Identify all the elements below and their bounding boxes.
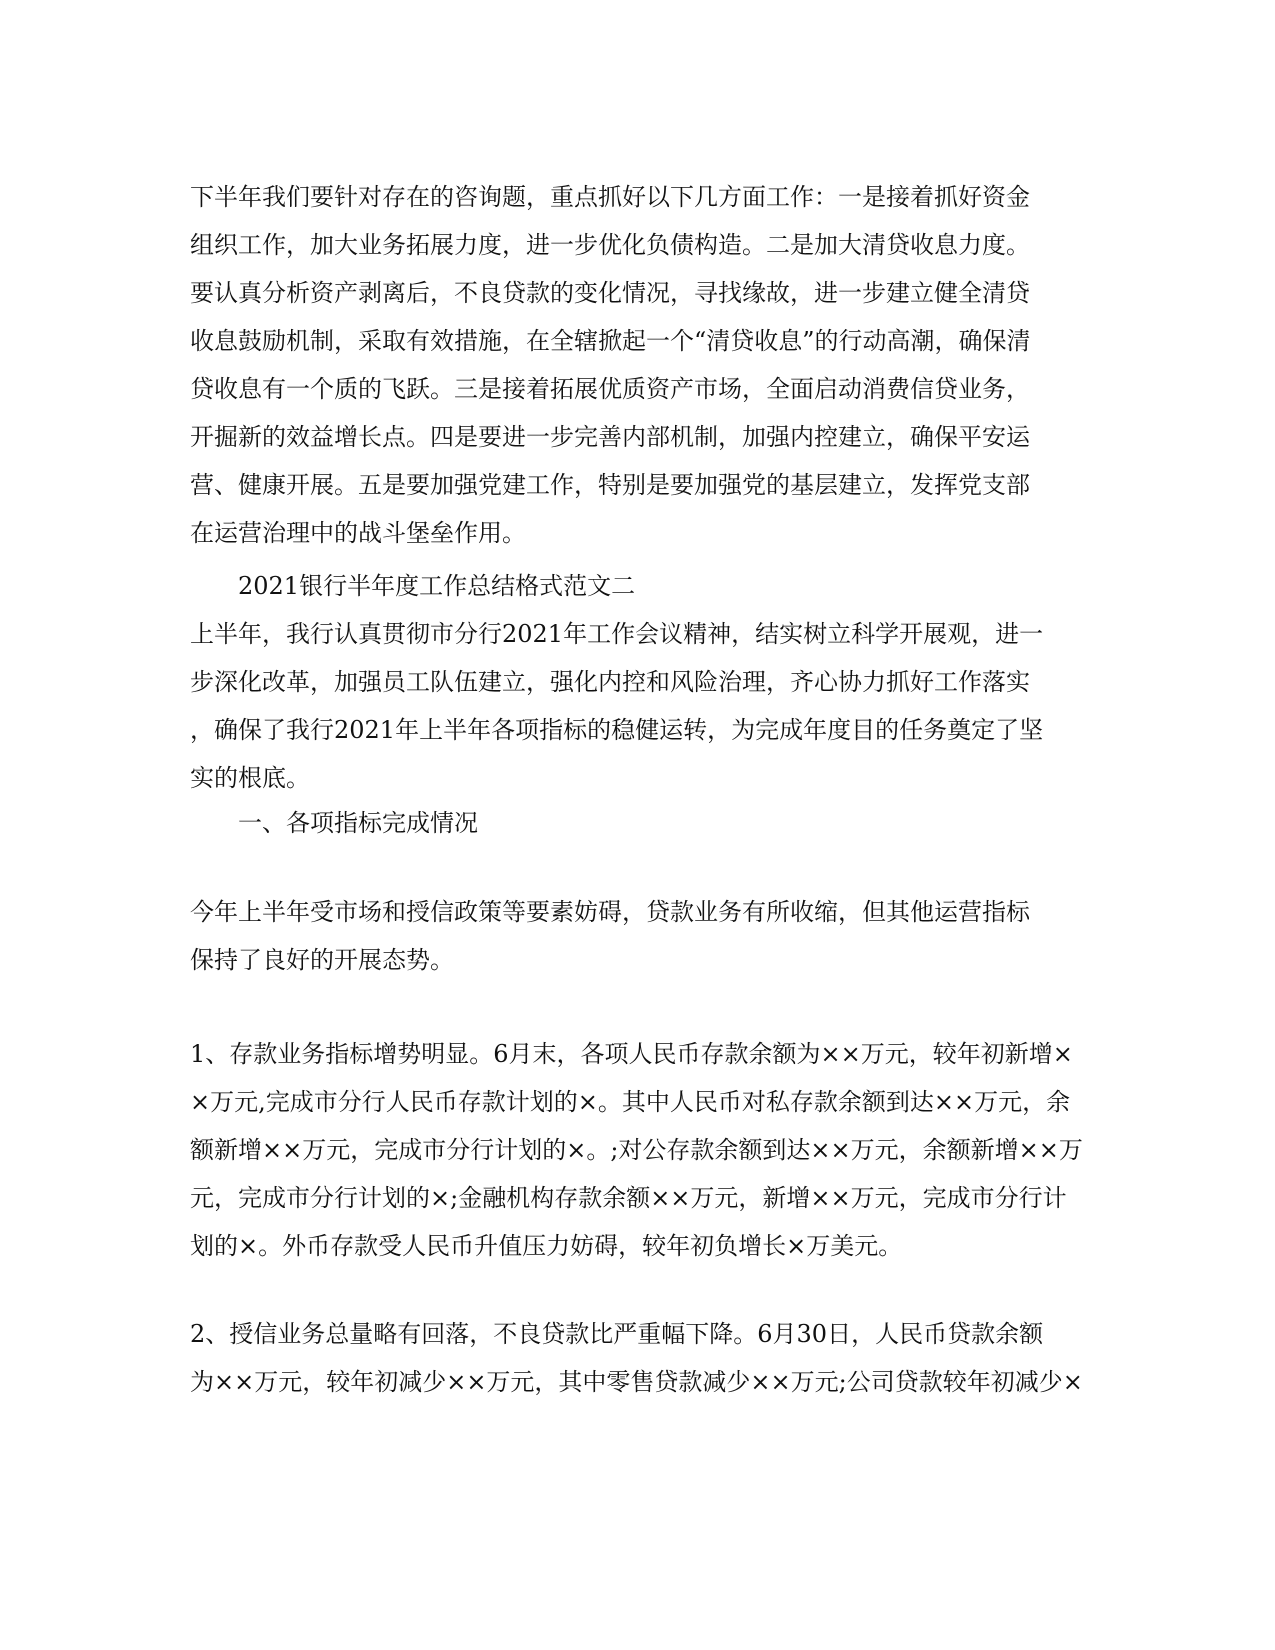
text-line: 保持了良好的开展态势。 — [190, 946, 454, 974]
text-line: 在运营治理中的战斗堡垒作用。 — [190, 519, 526, 547]
document-heading — [190, 562, 1138, 610]
text-line: 收息鼓励机制，采取有效措施，在全辖掀起一个“清贷收息”的行动高潮，确保清 — [190, 327, 1031, 355]
text-line: 2、授信业务总量略有回落，不良贷款比严重幅下降。6月30日，人民币贷款余额 — [190, 1320, 1044, 1348]
text-line: 下半年我们要针对存在的咨询题，重点抓好以下几方面工作：一是接着抓好资金 — [190, 183, 1030, 211]
text-line: 实的根底。 — [190, 764, 310, 792]
text-line: 额新增××万元，完成市分行计划的×。;对公存款余额到达××万元，余额新增××万 — [190, 1136, 1083, 1164]
section-title: 一、各项指标完成情况 — [238, 809, 478, 837]
paragraph-deposits — [190, 1030, 1090, 1270]
text-line: 组织工作，加大业务拓展力度，进一步优化负债构造。二是加大清贷收息力度。 — [190, 231, 1030, 259]
text-line: 开掘新的效益增长点。四是要进一步完善内部机制，加强内控建立，确保平安运 — [190, 423, 1030, 451]
text-line: ，确保了我行2021年上半年各项指标的稳健运转，为完成年度目的任务奠定了坚 — [190, 716, 1044, 744]
text-line: 为××万元，较年初减少××万元，其中零售贷款减少××万元;公司贷款较年初减少× — [190, 1368, 1083, 1396]
text-line: 划的×。外币存款受人民币升值压力妨碍，较年初负增长×万美元。 — [190, 1232, 903, 1260]
text-line: 元，完成市分行计划的×;金融机构存款余额××万元，新增××万元，完成市分行计 — [190, 1184, 1067, 1212]
text-line: 上半年，我行认真贯彻市分行2021年工作会议精神，结实树立科学开展观，进一 — [190, 620, 1044, 648]
text-line: 营、健康开展。五是要加强党建工作，特别是要加强党的基层建立，发挥党支部 — [190, 471, 1030, 499]
paragraph-first-half — [190, 610, 1090, 802]
text-line: 1、存款业务指标增势明显。6月末，各项人民币存款余额为××万元，较年初新增× — [190, 1040, 1073, 1068]
text-line: 贷收息有一个质的飞跃。三是接着拓展优质资产市场，全面启动消费信贷业务， — [190, 375, 1030, 403]
text-line: 要认真分析资产剥离后，不良贷款的变化情况，寻找缘故，进一步建立健全清贷 — [190, 279, 1030, 307]
text-line: 今年上半年受市场和授信政策等要素妨碍，贷款业务有所收缩，但其他运营指标 — [190, 898, 1030, 926]
text-line: ×万元,完成市分行人民币存款计划的×。其中人民币对私存款余额到达××万元，余 — [190, 1088, 1071, 1116]
section-heading — [190, 799, 1138, 847]
paragraph-market-impact — [190, 888, 1090, 984]
heading-text: 2021银行半年度工作总结格式范文二 — [238, 572, 636, 600]
paragraph-credit — [190, 1310, 1090, 1406]
text-line: 步深化改革，加强员工队伍建立，强化内控和风险治理，齐心协力抓好工作落实 — [190, 668, 1030, 696]
paragraph-work-plan — [190, 173, 1090, 557]
